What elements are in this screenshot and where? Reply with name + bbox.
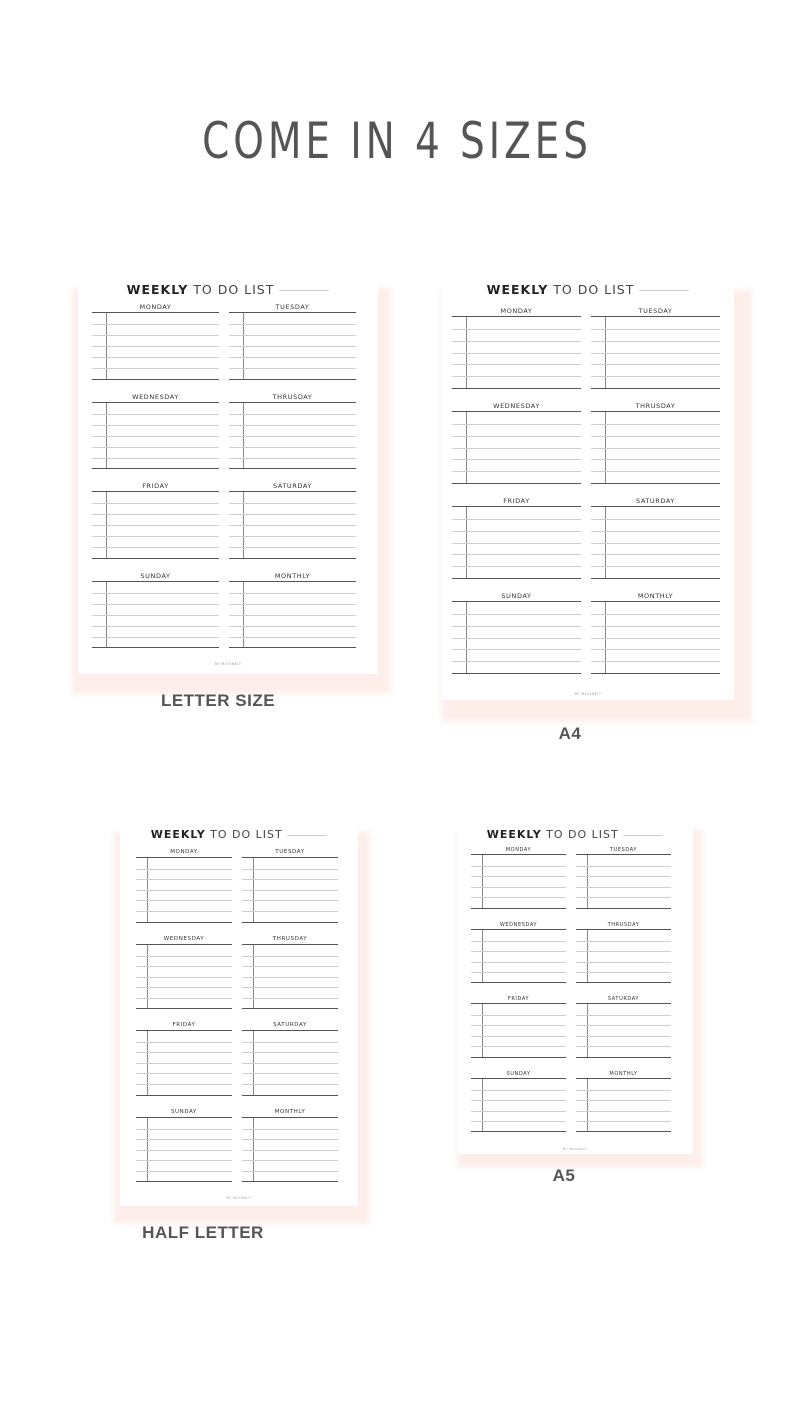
task-lines: [229, 402, 356, 470]
sheet-title-bold: WEEKLY: [486, 828, 542, 841]
task-line: [92, 436, 219, 437]
day-block: [242, 1021, 338, 1108]
task-lines: [576, 929, 671, 984]
day-label: MONDAY: [505, 847, 532, 853]
task-line: [229, 357, 356, 358]
task-line: [92, 637, 219, 638]
day-label: SUNDAY: [140, 571, 171, 580]
day-block: [242, 1108, 338, 1195]
day-block: [229, 302, 356, 392]
task-lines: [229, 581, 356, 649]
day-block: [471, 921, 566, 996]
task-line: [136, 1052, 232, 1053]
task-line: [229, 368, 356, 369]
task-line: [229, 324, 356, 325]
brand-footer: BY MOONKIT: [563, 1147, 587, 1151]
checkbox-column-divider: [482, 930, 483, 983]
task-line: [452, 459, 581, 460]
day-label: MONDAY: [500, 307, 533, 315]
day-block: [471, 995, 566, 1070]
day-block: [136, 848, 232, 935]
task-line: [229, 593, 356, 594]
day-label: THRUSDAY: [635, 402, 676, 410]
title-underline: [639, 290, 689, 291]
task-line: [591, 459, 720, 460]
task-line: [452, 626, 581, 627]
task-line: [136, 1160, 232, 1161]
task-line: [576, 866, 671, 867]
task-line: [136, 1171, 232, 1172]
day-block: [242, 848, 338, 935]
brand-footer: BY MOONKIT: [214, 662, 242, 666]
task-line: [242, 1171, 338, 1172]
task-line: [229, 514, 356, 515]
task-line: [242, 1139, 338, 1140]
task-line: [136, 1139, 232, 1140]
day-block: [576, 921, 671, 996]
task-line: [92, 425, 219, 426]
task-lines: [229, 491, 356, 559]
task-line: [92, 525, 219, 526]
task-lines: [591, 506, 720, 579]
task-line: [591, 519, 720, 520]
task-line: [591, 661, 720, 662]
task-line: [471, 941, 566, 942]
task-line: [452, 471, 581, 472]
day-grid: [92, 302, 356, 660]
task-line: [136, 911, 232, 912]
task-line: [242, 1042, 338, 1043]
task-line: [242, 890, 338, 891]
task-line: [229, 414, 356, 415]
task-line: [591, 638, 720, 639]
day-label: FRIDAY: [507, 996, 530, 1002]
task-line: [591, 353, 720, 354]
task-line: [242, 966, 338, 967]
planner-sheet: [457, 824, 693, 1154]
task-line: [229, 335, 356, 336]
task-line: [576, 962, 671, 963]
task-line: [591, 364, 720, 365]
a5-caption: A5: [552, 1166, 576, 1185]
sheet-title-bold: WEEKLY: [150, 828, 206, 841]
brand-footer: BY MOONKIT: [226, 1196, 252, 1200]
sheet-title: [120, 828, 358, 841]
task-line: [452, 424, 581, 425]
task-line: [452, 531, 581, 532]
day-block: [92, 392, 219, 482]
task-line: [136, 987, 232, 988]
day-block: [471, 846, 566, 921]
day-label: FRIDAY: [503, 497, 530, 505]
task-line: [591, 376, 720, 377]
task-line: [471, 1025, 566, 1026]
a4-planner-preview: [436, 282, 752, 722]
task-line: [242, 1052, 338, 1053]
task-line: [136, 1150, 232, 1151]
task-line: [591, 448, 720, 449]
task-line: [242, 1150, 338, 1151]
day-block: [591, 591, 720, 686]
task-line: [229, 447, 356, 448]
a4-caption: A4: [558, 724, 582, 743]
task-line: [136, 890, 232, 891]
task-line: [471, 1121, 566, 1122]
day-label: SUNDAY: [501, 592, 532, 600]
day-label: WEDNESDAY: [132, 392, 179, 401]
sheet-title: [78, 282, 378, 297]
task-line: [471, 951, 566, 952]
task-line: [576, 1036, 671, 1037]
task-line: [591, 649, 720, 650]
task-lines: [242, 857, 338, 923]
task-line: [452, 353, 581, 354]
task-line: [471, 962, 566, 963]
task-line: [229, 436, 356, 437]
checkbox-column-divider: [587, 1079, 588, 1132]
day-block: [576, 995, 671, 1070]
task-line: [591, 626, 720, 627]
task-line: [576, 887, 671, 888]
sheet-title-light: TO DO LIST: [205, 828, 288, 841]
task-lines: [471, 854, 566, 909]
day-label: MONTHLY: [637, 592, 674, 600]
task-line: [576, 1015, 671, 1016]
brand-footer: BY MOONKIT: [574, 692, 602, 696]
task-line: [591, 424, 720, 425]
task-line: [92, 368, 219, 369]
checkbox-column-divider: [482, 1079, 483, 1132]
task-line: [452, 376, 581, 377]
task-line: [92, 615, 219, 616]
task-line: [136, 1084, 232, 1085]
task-line: [576, 1090, 671, 1091]
task-line: [92, 346, 219, 347]
task-line: [242, 987, 338, 988]
task-line: [92, 547, 219, 548]
task-line: [452, 566, 581, 567]
task-line: [92, 447, 219, 448]
day-block: [452, 401, 581, 496]
task-line: [242, 911, 338, 912]
checkbox-column-divider: [482, 855, 483, 908]
task-line: [242, 956, 338, 957]
day-block: [242, 935, 338, 1022]
task-line: [92, 536, 219, 537]
task-line: [92, 357, 219, 358]
task-line: [242, 1129, 338, 1130]
task-line: [452, 448, 581, 449]
task-lines: [576, 1003, 671, 1058]
task-lines: [591, 316, 720, 389]
day-label: MONTHLY: [274, 571, 311, 580]
planner-sheet: [120, 824, 358, 1206]
task-lines: [92, 581, 219, 649]
day-block: [591, 401, 720, 496]
task-line: [591, 543, 720, 544]
task-line: [229, 536, 356, 537]
day-label: TUESDAY: [275, 849, 305, 855]
day-label: WEDNESDAY: [163, 935, 205, 942]
day-block: [452, 496, 581, 591]
day-label: MONDAY: [170, 849, 198, 855]
task-line: [92, 414, 219, 415]
task-lines: [591, 601, 720, 674]
task-line: [576, 897, 671, 898]
task-lines: [92, 491, 219, 559]
task-line: [591, 531, 720, 532]
day-label: THRUSDAY: [607, 921, 640, 928]
day-block: [229, 571, 356, 661]
task-line: [591, 436, 720, 437]
task-line: [242, 1073, 338, 1074]
checkbox-column-divider: [587, 930, 588, 983]
task-lines: [242, 944, 338, 1010]
task-line: [576, 1046, 671, 1047]
task-line: [136, 879, 232, 880]
letter-planner-preview: [72, 282, 392, 696]
day-label: WEDNESDAY: [493, 402, 540, 410]
day-block: [229, 392, 356, 482]
sheet-title-light: TO DO LIST: [541, 828, 624, 841]
task-line: [92, 593, 219, 594]
day-label: SATURDAY: [607, 996, 640, 1002]
page-heading: COME IN 4 SIZES: [202, 112, 592, 170]
task-line: [229, 425, 356, 426]
title-underline: [287, 835, 327, 836]
task-line: [92, 604, 219, 605]
task-lines: [136, 1117, 232, 1183]
letter-size-caption: LETTER SIZE: [160, 691, 276, 710]
task-line: [229, 503, 356, 504]
task-line: [471, 876, 566, 877]
sheet-title-bold: WEEKLY: [126, 282, 189, 297]
task-lines: [452, 411, 581, 484]
day-block: [591, 496, 720, 591]
task-line: [452, 543, 581, 544]
task-lines: [136, 1030, 232, 1096]
task-line: [242, 900, 338, 901]
checkbox-column-divider: [482, 1004, 483, 1057]
task-line: [471, 866, 566, 867]
day-grid: [471, 846, 671, 1144]
task-line: [591, 614, 720, 615]
day-block: [136, 935, 232, 1022]
day-label: MONTHLY: [609, 1070, 638, 1077]
checkbox-column-divider: [587, 1004, 588, 1057]
half-letter-caption: HALF LETTER: [142, 1223, 264, 1242]
task-line: [242, 998, 338, 999]
task-line: [136, 1063, 232, 1064]
task-line: [136, 956, 232, 957]
task-line: [452, 638, 581, 639]
day-label: SATURDAY: [635, 497, 676, 505]
task-line: [136, 1042, 232, 1043]
day-label: TUESDAY: [609, 847, 638, 853]
task-line: [452, 554, 581, 555]
task-line: [136, 900, 232, 901]
task-line: [92, 324, 219, 325]
task-line: [576, 1025, 671, 1026]
task-line: [452, 364, 581, 365]
sheet-title-bold: WEEKLY: [486, 282, 549, 297]
task-line: [576, 876, 671, 877]
task-line: [242, 977, 338, 978]
day-grid: [452, 306, 720, 686]
task-lines: [591, 411, 720, 484]
task-line: [136, 1129, 232, 1130]
day-block: [471, 1070, 566, 1145]
half-letter-planner-preview: [112, 820, 374, 1224]
task-line: [471, 972, 566, 973]
task-lines: [92, 312, 219, 380]
task-line: [471, 897, 566, 898]
day-label: FRIDAY: [142, 482, 169, 490]
sheet-title: [442, 282, 734, 297]
checkbox-column-divider: [587, 855, 588, 908]
task-line: [576, 1100, 671, 1101]
day-label: THRUSDAY: [272, 392, 313, 401]
task-line: [92, 335, 219, 336]
task-lines: [452, 601, 581, 674]
task-line: [242, 1063, 338, 1064]
task-line: [576, 1121, 671, 1122]
task-lines: [136, 944, 232, 1010]
task-line: [229, 604, 356, 605]
task-line: [242, 869, 338, 870]
day-label: FRIDAY: [172, 1022, 196, 1028]
task-line: [452, 341, 581, 342]
day-label: SUNDAY: [170, 1108, 198, 1115]
task-line: [452, 519, 581, 520]
task-line: [471, 1015, 566, 1016]
day-block: [92, 571, 219, 661]
sheet-title-light: TO DO LIST: [548, 282, 640, 297]
task-line: [92, 514, 219, 515]
task-line: [471, 1046, 566, 1047]
task-line: [576, 972, 671, 973]
day-block: [591, 306, 720, 401]
task-line: [452, 436, 581, 437]
task-lines: [136, 857, 232, 923]
day-block: [452, 591, 581, 686]
task-line: [136, 1073, 232, 1074]
title-underline: [279, 290, 329, 291]
planner-sheet: [78, 282, 378, 674]
task-line: [229, 637, 356, 638]
task-line: [471, 1036, 566, 1037]
day-block: [92, 302, 219, 392]
task-line: [471, 1100, 566, 1101]
task-line: [471, 887, 566, 888]
task-line: [576, 1111, 671, 1112]
day-label: MONDAY: [139, 303, 172, 311]
day-label: TUESDAY: [275, 303, 310, 311]
task-line: [229, 346, 356, 347]
task-line: [136, 966, 232, 967]
task-line: [576, 941, 671, 942]
sheet-title-light: TO DO LIST: [188, 282, 280, 297]
day-label: WEDNESDAY: [499, 921, 538, 928]
task-line: [591, 329, 720, 330]
task-line: [452, 329, 581, 330]
planner-sheet: [442, 282, 734, 700]
task-lines: [576, 854, 671, 909]
day-block: [229, 481, 356, 571]
task-lines: [471, 929, 566, 984]
day-label: SATURDAY: [273, 1022, 307, 1028]
task-line: [242, 879, 338, 880]
task-lines: [452, 506, 581, 579]
task-line: [136, 869, 232, 870]
task-lines: [576, 1078, 671, 1133]
task-line: [591, 341, 720, 342]
day-label: SUNDAY: [506, 1070, 531, 1077]
task-lines: [229, 312, 356, 380]
task-line: [229, 547, 356, 548]
task-line: [471, 1111, 566, 1112]
day-label: THRUSDAY: [272, 935, 308, 942]
task-line: [452, 661, 581, 662]
task-line: [576, 951, 671, 952]
day-block: [92, 481, 219, 571]
task-line: [92, 458, 219, 459]
task-lines: [92, 402, 219, 470]
day-label: MONTHLY: [274, 1108, 306, 1115]
task-line: [136, 977, 232, 978]
task-line: [471, 1090, 566, 1091]
title-underline: [623, 835, 663, 836]
task-line: [452, 649, 581, 650]
task-lines: [242, 1117, 338, 1183]
day-label: SATURDAY: [272, 482, 313, 490]
task-lines: [452, 316, 581, 389]
task-line: [242, 1084, 338, 1085]
task-lines: [471, 1078, 566, 1133]
task-line: [229, 525, 356, 526]
task-line: [92, 626, 219, 627]
day-block: [576, 1070, 671, 1145]
sheet-title: [457, 828, 693, 841]
task-lines: [471, 1003, 566, 1058]
task-line: [242, 1160, 338, 1161]
day-block: [452, 306, 581, 401]
task-line: [591, 471, 720, 472]
day-block: [136, 1021, 232, 1108]
task-line: [229, 458, 356, 459]
task-line: [136, 998, 232, 999]
task-line: [229, 615, 356, 616]
task-line: [591, 566, 720, 567]
day-block: [576, 846, 671, 921]
task-line: [452, 614, 581, 615]
a5-planner-preview: [455, 818, 703, 1170]
task-line: [591, 554, 720, 555]
day-grid: [136, 848, 338, 1194]
day-block: [136, 1108, 232, 1195]
task-line: [229, 626, 356, 627]
day-label: TUESDAY: [638, 307, 673, 315]
task-line: [92, 503, 219, 504]
task-lines: [242, 1030, 338, 1096]
